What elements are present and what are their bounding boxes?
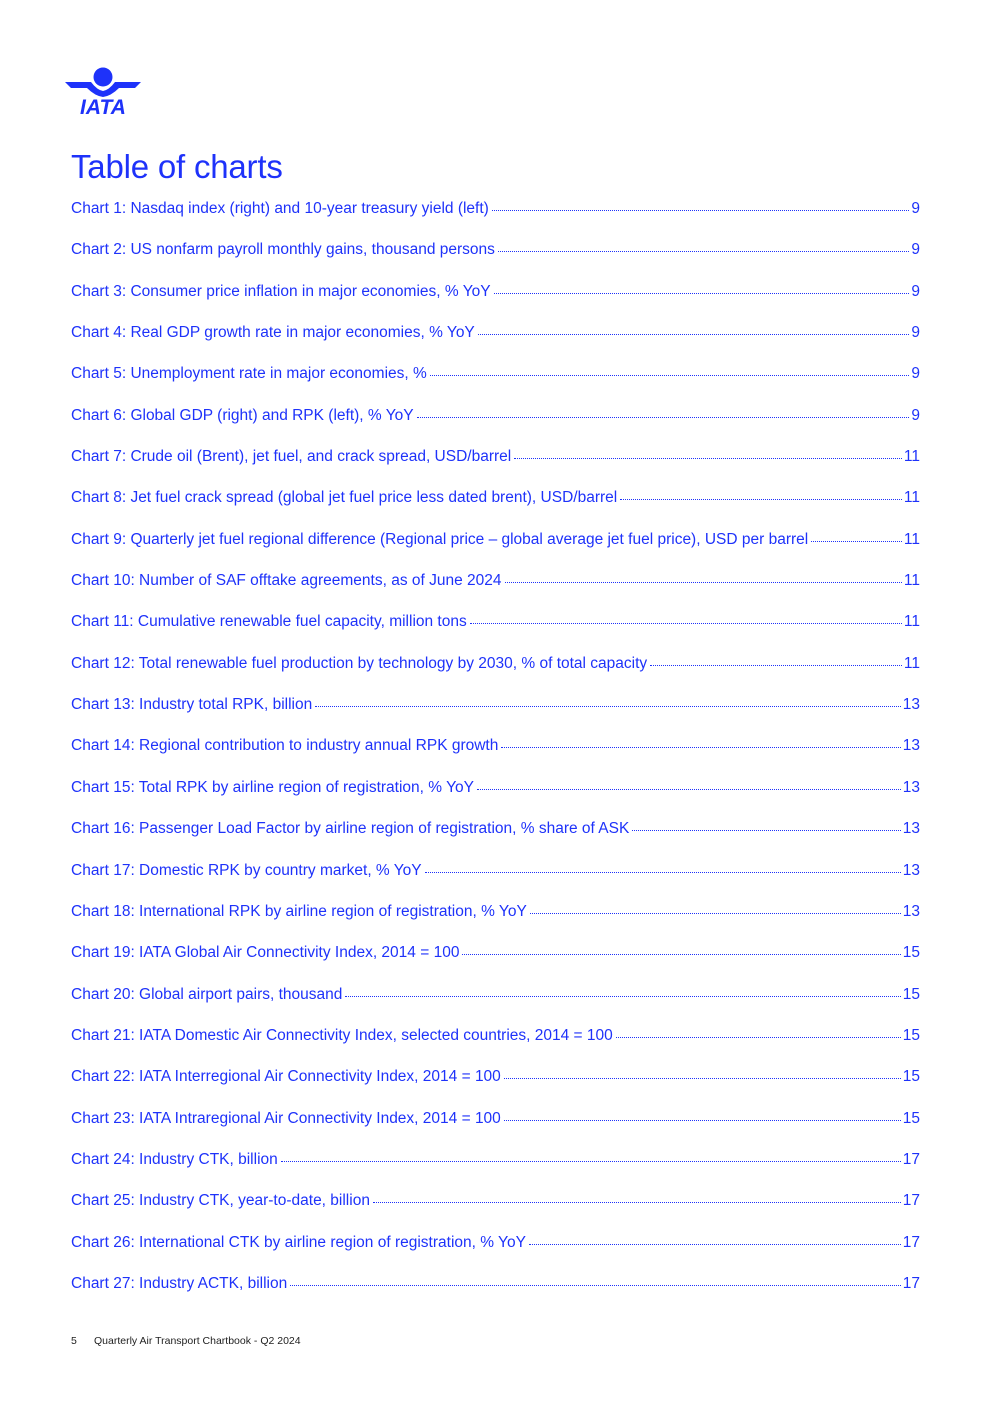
toc-entry-page: 15 <box>902 1068 920 1086</box>
toc-entry-page: 13 <box>902 696 920 714</box>
toc-entry-page: 9 <box>911 324 920 342</box>
toc-entry-page: 9 <box>911 282 920 300</box>
toc-entry-page: 9 <box>911 406 920 424</box>
toc-entry-page: 15 <box>902 1026 920 1044</box>
toc-entry-page: 11 <box>903 613 920 631</box>
toc-entry-chart-3[interactable] <box>71 283 920 324</box>
toc-entry-chart-20[interactable] <box>71 986 920 1027</box>
toc-dot-leader <box>290 1285 901 1286</box>
page-title: Table of charts <box>71 148 283 185</box>
svg-text:IATA: IATA <box>80 96 126 118</box>
toc-entry-label: Chart 26: International CTK by airline region of registration, % YoY <box>71 1233 526 1251</box>
toc-entry-chart-6[interactable] <box>71 407 920 448</box>
toc-dot-leader <box>494 293 910 294</box>
toc-dot-leader <box>478 334 910 335</box>
iata-logo <box>63 66 143 118</box>
toc-dot-leader <box>498 251 909 252</box>
toc-entry-chart-5[interactable] <box>71 365 920 406</box>
toc-dot-leader <box>470 623 902 624</box>
footer-page-number: 5 <box>71 1335 77 1347</box>
toc-entry-chart-25[interactable] <box>71 1192 920 1233</box>
toc-entry-page: 13 <box>902 778 920 796</box>
toc-dot-leader <box>504 1078 901 1079</box>
toc-entry-chart-11[interactable] <box>71 613 920 654</box>
toc-dot-leader <box>492 210 910 211</box>
toc-entry-page: 15 <box>902 985 920 1003</box>
toc-entry-chart-17[interactable] <box>71 862 920 903</box>
toc-entry-label: Chart 6: Global GDP (right) and RPK (left), % YoY <box>71 406 414 424</box>
toc-entry-label: Chart 23: IATA Intraregional Air Connectivity Index, 2014 = 100 <box>71 1109 501 1127</box>
toc-dot-leader <box>811 541 902 542</box>
toc-entry-label: Chart 1: Nasdaq index (right) and 10-year treasury yield (left) <box>71 200 489 217</box>
toc-entry-label: Chart 18: International RPK by airline region of registration, % YoY <box>71 902 527 920</box>
toc-entry-page: 11 <box>903 448 920 466</box>
toc-dot-leader <box>315 706 901 707</box>
toc-dot-leader <box>505 582 902 583</box>
toc-entry-label: Chart 3: Consumer price inflation in major economies, % YoY <box>71 282 491 300</box>
toc-entry-label: Chart 2: US nonfarm payroll monthly gains, thousand persons <box>71 241 495 259</box>
toc-entry-page: 11 <box>903 572 920 590</box>
toc-dot-leader <box>529 1244 901 1245</box>
toc-dot-leader <box>501 747 900 748</box>
toc-entry-page: 13 <box>902 861 920 879</box>
toc-entry-label: Chart 5: Unemployment rate in major economies, % <box>71 365 427 383</box>
toc-entry-chart-1[interactable] <box>71 200 920 241</box>
iata-logo-icon <box>63 66 143 118</box>
toc-entry-page: 11 <box>903 530 920 548</box>
toc-entry-label: Chart 15: Total RPK by airline region of registration, % YoY <box>71 778 474 796</box>
toc-entry-chart-18[interactable] <box>71 903 920 944</box>
toc-entry-chart-19[interactable] <box>71 944 920 985</box>
toc-entry-chart-24[interactable] <box>71 1151 920 1192</box>
toc-entry-page: 17 <box>902 1192 920 1210</box>
toc-entry-page: 13 <box>902 737 920 755</box>
toc-entry-label: Chart 22: IATA Interregional Air Connectivity Index, 2014 = 100 <box>71 1068 501 1086</box>
toc-entry-label: Chart 25: Industry CTK, year-to-date, billion <box>71 1192 370 1210</box>
toc-entry-page: 9 <box>911 241 920 259</box>
toc-entry-chart-13[interactable] <box>71 696 920 737</box>
toc-entry-label: Chart 27: Industry ACTK, billion <box>71 1274 288 1292</box>
toc-dot-leader <box>462 954 900 955</box>
toc-entry-chart-9[interactable] <box>71 531 920 572</box>
toc-entry-label: Chart 9: Quarterly jet fuel regional difference (Regional price – global average jet fuel price), USD per barrel <box>71 530 809 548</box>
toc-dot-leader <box>514 458 902 459</box>
toc-entry-page: 11 <box>903 654 920 672</box>
footer-document-title: Quarterly Air Transport Chartbook - Q2 2024 <box>94 1335 301 1347</box>
toc-entry-label: Chart 11: Cumulative renewable fuel capacity, million tons <box>71 613 467 631</box>
toc-entry-label: Chart 17: Domestic RPK by country market, % YoY <box>71 861 422 879</box>
toc-entry-chart-8[interactable] <box>71 489 920 530</box>
toc-dot-leader <box>373 1202 901 1203</box>
toc-dot-leader <box>430 375 910 376</box>
toc-dot-leader <box>281 1161 901 1162</box>
page-footer <box>71 1335 301 1347</box>
toc-entry-chart-7[interactable] <box>71 448 920 489</box>
toc-entry-page: 9 <box>911 365 920 383</box>
toc-entry-page: 11 <box>903 489 920 507</box>
toc-entry-page: 13 <box>902 902 920 920</box>
toc-entry-chart-10[interactable] <box>71 572 920 613</box>
toc-entry-label: Chart 21: IATA Domestic Air Connectivity Index, selected countries, 2014 = 100 <box>71 1026 613 1044</box>
toc-entry-label: Chart 24: Industry CTK, billion <box>71 1150 278 1168</box>
toc-entry-chart-12[interactable] <box>71 655 920 696</box>
toc-entry-page: 13 <box>902 820 920 838</box>
toc-entry-page: 17 <box>902 1274 920 1292</box>
toc-entry-label: Chart 4: Real GDP growth rate in major economies, % YoY <box>71 324 475 342</box>
toc-entry-chart-14[interactable] <box>71 737 920 778</box>
toc-entry-label: Chart 12: Total renewable fuel production by technology by 2030, % of total capacity <box>71 654 648 672</box>
toc-entry-label: Chart 14: Regional contribution to industry annual RPK growth <box>71 737 499 755</box>
toc-entry-page: 15 <box>902 1109 920 1127</box>
table-of-charts <box>71 200 920 1316</box>
toc-dot-leader <box>650 665 902 666</box>
toc-entry-page: 17 <box>902 1150 920 1168</box>
toc-entry-chart-16[interactable] <box>71 820 920 861</box>
toc-entry-label: Chart 19: IATA Global Air Connectivity Index, 2014 = 100 <box>71 944 460 962</box>
toc-entry-label: Chart 20: Global airport pairs, thousand <box>71 985 343 1003</box>
toc-entry-label: Chart 16: Passenger Load Factor by airline region of registration, % share of ASK <box>71 820 630 838</box>
toc-entry-chart-21[interactable] <box>71 1027 920 1068</box>
toc-entry-page: 9 <box>911 200 920 217</box>
toc-entry-chart-22[interactable] <box>71 1068 920 1109</box>
toc-entry-chart-4[interactable] <box>71 324 920 365</box>
toc-entry-chart-15[interactable] <box>71 779 920 820</box>
toc-entry-label: Chart 8: Jet fuel crack spread (global jet fuel price less dated brent), USD/barrel <box>71 489 618 507</box>
toc-entry-chart-27[interactable] <box>71 1275 920 1316</box>
toc-entry-chart-2[interactable] <box>71 241 920 282</box>
toc-dot-leader <box>616 1037 901 1038</box>
toc-dot-leader <box>620 499 902 500</box>
toc-dot-leader <box>632 830 900 831</box>
toc-dot-leader <box>477 789 901 790</box>
toc-entry-label: Chart 13: Industry total RPK, billion <box>71 696 313 714</box>
toc-entry-label: Chart 10: Number of SAF offtake agreements, as of June 2024 <box>71 572 502 590</box>
toc-dot-leader <box>504 1120 901 1121</box>
toc-entry-label: Chart 7: Crude oil (Brent), jet fuel, and crack spread, USD/barrel <box>71 448 512 466</box>
toc-entry-chart-26[interactable] <box>71 1234 920 1275</box>
toc-entry-page: 15 <box>902 944 920 962</box>
toc-entry-page: 17 <box>902 1233 920 1251</box>
toc-entry-chart-23[interactable] <box>71 1110 920 1151</box>
toc-dot-leader <box>425 872 901 873</box>
toc-dot-leader <box>530 913 901 914</box>
toc-dot-leader <box>345 996 900 997</box>
toc-dot-leader <box>417 417 910 418</box>
